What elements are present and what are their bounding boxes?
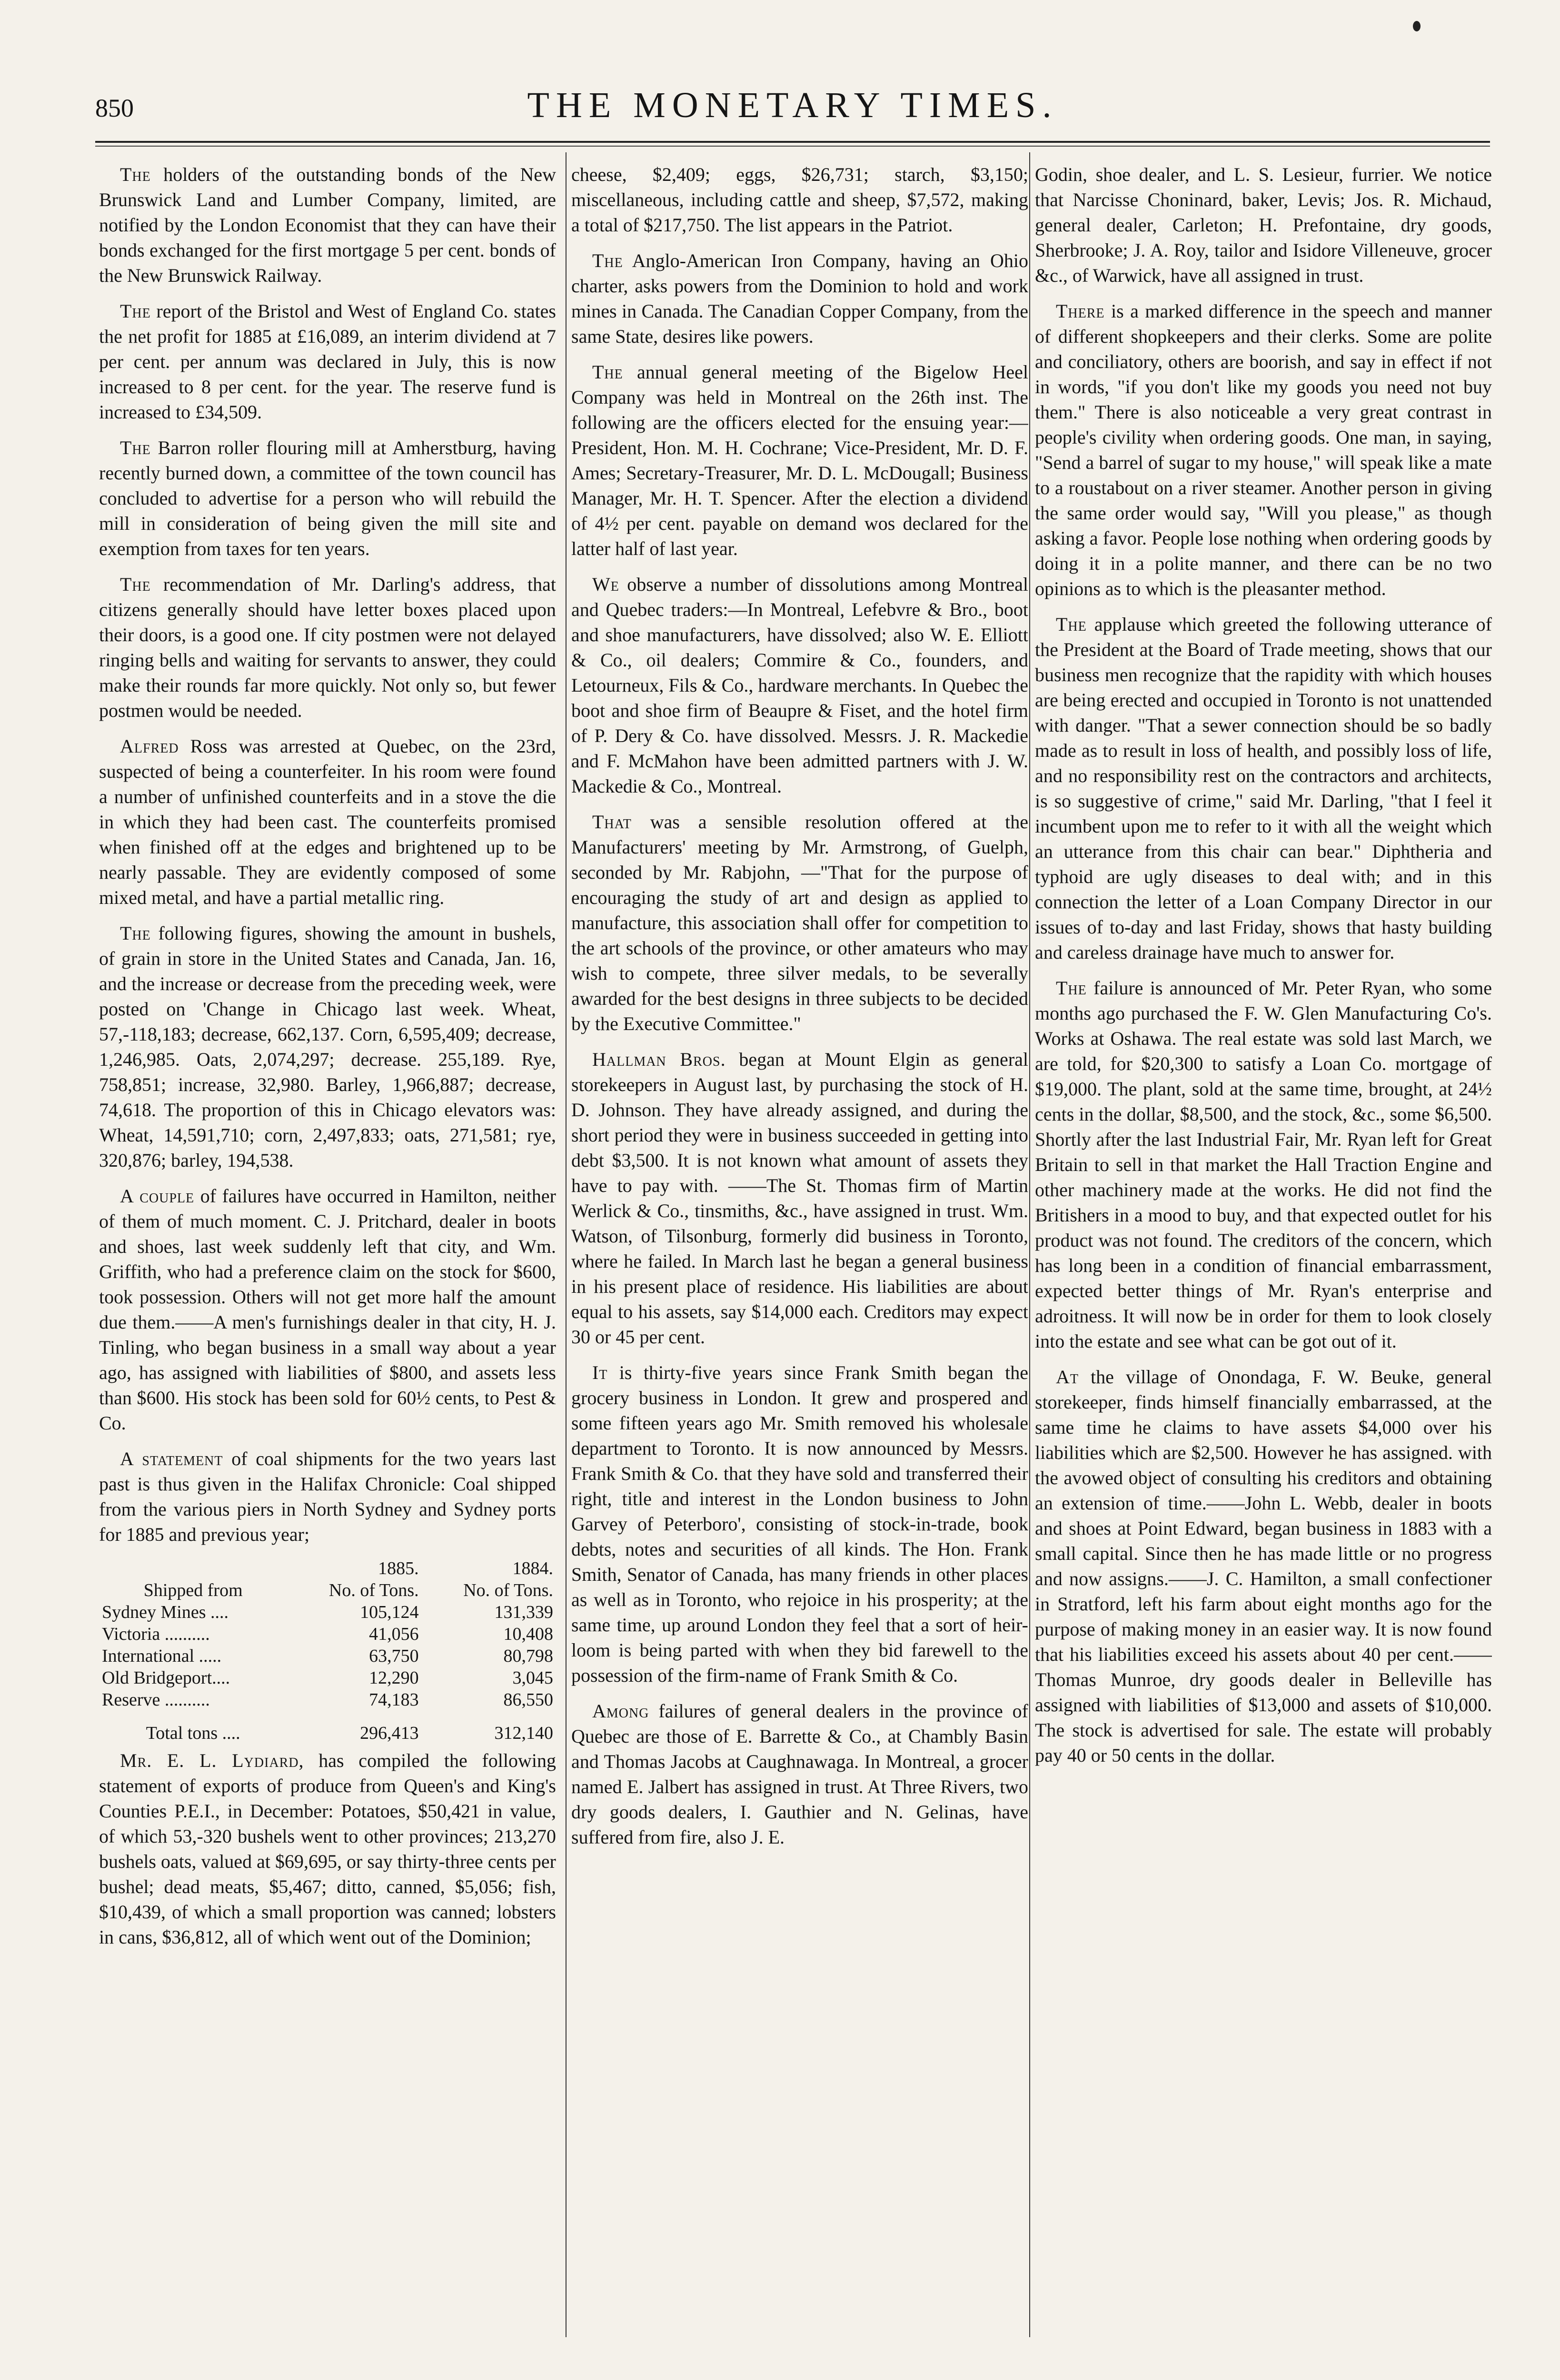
header-rule-thin [95, 146, 1490, 147]
article-paragraph [571, 1698, 1028, 1850]
row-name: Victoria .......... [102, 1624, 210, 1644]
paragraph-text: was a sensible resolution offered at the Manufacturers' meeting by Mr. Armstrong, of Guelph, seconded by Mr. Rabjohn, —"That for the purpose of encouraging the study of art and design as applied to manufacture, this association shall offer for competition to the art schools of the province, or other amateurs who may wish to compete, three silver medals, to be severally awarded for the best designs in three subjects to be decided by the Executive Committee." [571, 811, 1028, 1034]
column-2 [571, 162, 1028, 2332]
article-paragraph [99, 1748, 556, 1950]
total-1884: 312,140 [494, 1723, 553, 1743]
lead-word: It [592, 1362, 608, 1383]
header-rule [95, 141, 1490, 143]
article-paragraph [1035, 975, 1492, 1354]
row-name: Old Bridgeport.... [102, 1668, 230, 1688]
paragraph-text: has compiled the following statement of exports of produce from Queen's and King's Counties P.E.I., in December: Potatoes, $50,421 in value, of which 53,-320 bushels went to other provinces; 213,270 bushels oats, valued at $69,695, or say thirty-three cents per bushel; dead meats, $5,467; ditto, canned, $5,056; fish, $10,439, of which a small proportion was canned; lobsters in cans, $36,812, all of which went out of the Dominion; [99, 1750, 556, 1948]
column-header: No. of Tons. [328, 1580, 419, 1600]
row-value-1884: 10,408 [503, 1624, 553, 1644]
lead-word: The [592, 361, 623, 383]
year-1884-label: 1884. [512, 1558, 553, 1578]
column-header: No. of Tons. [463, 1580, 553, 1600]
article-paragraph [99, 734, 556, 910]
lead-word: The [592, 250, 623, 271]
lead-word: Mr. E. L. Lydiard, [120, 1750, 304, 1771]
lead-word: We [592, 574, 619, 595]
paragraph-text: of coal shipments for the two years last past is thus given in the Halifax Chronicle: Coal shipped from the various piers in North Sydney and Sydney ports for 1885 and previous year; [99, 1448, 556, 1545]
paragraph-text: Barron roller flouring mill at Amherstburg, having recently burned down, a committee of the town council has concluded to advertise for a person who will rebuild the mill in consideration of being given the mill site and exemption from taxes for ten years. [99, 437, 556, 559]
column-header: Shipped from [143, 1580, 243, 1600]
paragraph-text: the village of Onondaga, F. W. Beuke, general storekeeper, finds himself financially embarrassed, at the same time he claims to have assets $4,000 over his liabilities which are $2,500. However he has assigned. with the avowed object of consulting his creditors and obtaining an extension of time.——John L. Webb, dealer in boots and shoes at Point Edward, began business in 1883 with a small capital. Since then he has made little or no progress and now assigns.——J. C. Hamilton, a small confectioner in Stratford, left his farm about eight months ago for the purpose of making money in an easier way. It is now found that his liabilities exceed his assets about 40 per cent.——Thomas Munroe, dry goods dealer in Belleville has assigned with liabilities of $13,000 and assets of $10,000. The stock is advertised for sale. The estate will probably pay 40 or 50 cents in the dollar. [1035, 1366, 1492, 1766]
article-paragraph [571, 359, 1028, 561]
lead-word: The [1056, 614, 1087, 635]
article-paragraph [571, 1360, 1028, 1688]
article-paragraph [1035, 298, 1492, 601]
article-paragraph [99, 1183, 556, 1436]
table-row [99, 1689, 556, 1711]
article-paragraph [99, 298, 556, 425]
page-number: 850 [95, 94, 134, 122]
table-total-row [99, 1711, 556, 1744]
article-paragraph [1035, 612, 1492, 965]
row-value-1885: 74,183 [369, 1690, 419, 1710]
article-paragraph [99, 921, 556, 1173]
row-value-1885: 12,290 [369, 1668, 419, 1688]
table-row [99, 1667, 556, 1689]
paragraph-text: Ross was arrested at Quebec, on the 23rd, suspected of being a counterfeiter. In his room were found a number of unfinished counterfeits and in a stove the die in which they had been cast. The counterfeits promised when finished off at the edges and brightened up to be nearly passable. They are evidently composed of some mixed metal, and have a partial metallic ring. [99, 735, 556, 908]
row-value-1885: 41,056 [369, 1624, 419, 1644]
row-value-1884: 80,798 [503, 1646, 553, 1666]
table-row [99, 1645, 556, 1667]
total-label: Total tons .... [146, 1723, 240, 1743]
paragraph-text: is a marked difference in the speech and manner of different shopkeepers and their clerks. Some are polite and conciliatory, others are boorish, and say in effect if not in words, "if you don't like my goods you need not buy them." There is also noticeable a very great contrast in people's civility when ordering goods. One man, in saying, "Send a barrel of sugar to my house," will speak like a mate to a roustabout on a river steamer. Another person in giving the same order would say, "Will you please," as though asking a favor. People lose nothing when ordering goods by doing it in a polite manner, and there can be no two opinions as to which is the pleasanter method. [1035, 300, 1492, 599]
article-paragraph [571, 572, 1028, 799]
lead-word: The [120, 922, 151, 944]
column-1 [99, 162, 556, 2332]
lead-word: At [1056, 1366, 1079, 1388]
row-value-1884: 131,339 [494, 1602, 553, 1622]
paragraph-text: of failures have occurred in Hamilton, neither of them of much moment. C. J. Pritchard, dealer in boots and shoes, last week suddenly left that city, and Wm. Griffith, who had a preference claim on the stock for $600, took possession. Others will not get more half the amount due them.——A men's furnishings dealer in that city, H. J. Tinling, who began business in a small way about a year ago, has assigned with liabilities of $800, and assets less than $600. His stock has been sold for 60½ cents, to Pest & Co. [99, 1185, 556, 1434]
row-value-1884: 86,550 [503, 1690, 553, 1710]
column-rule-2 [1029, 152, 1030, 2337]
table-row [99, 1601, 556, 1623]
ink-dot [1413, 21, 1421, 31]
paragraph-text: report of the Bristol and West of England Co. states the net profit for 1885 at £16,089, an interim dividend at 7 per cent. per annum was declared in July, this is now increased to 8 per cent. for the year. The reserve fund is increased to £34,509. [99, 300, 556, 423]
paragraph-text: holders of the outstanding bonds of the New Brunswick Land and Lumber Company, limited, are notified by the London Economist that they can have their bonds exchanged for the first mortgage 5 per cent. bonds of the New Brunswick Railway. [99, 164, 556, 286]
lead-word: A couple [120, 1185, 195, 1207]
column-3 [1035, 162, 1492, 2332]
article-paragraph [571, 1047, 1028, 1349]
row-value-1885: 105,124 [360, 1602, 419, 1622]
table-year-row [99, 1557, 556, 1579]
article-paragraph [1035, 1364, 1492, 1768]
year-1885-label: 1885. [378, 1558, 419, 1578]
row-value-1885: 63,750 [369, 1646, 419, 1666]
paragraph-text: observe a number of dissolutions among Montreal and Quebec traders:—In Montreal, Lefebvre & Bro., boot and shoe manufacturers, have dissolved; also W. E. Elliott & Co., oil dealers; Commire & Co., founders, and Letourneux, Fils & Co., hardware merchants. In Quebec the boot and shoe firm of Beaupre & Fiset, and the hotel firm of P. Dery & Co. have dissolved. Messrs. J. R. Mackedie and F. McMahon have been admitted partners with J. W. Mackedie & Co., Montreal. [571, 574, 1028, 797]
masthead-title: THE MONETARY TIMES. [527, 85, 1058, 125]
article-paragraph [1035, 162, 1492, 288]
article-paragraph [99, 435, 556, 561]
lead-word: There [1056, 300, 1105, 322]
paragraph-text: failure is announced of Mr. Peter Ryan, who some months ago purchased the F. W. Glen Manufacturing Co's. Works at Oshawa. The real estate was sold last March, we are told, for $20,300 to satisfy a Loan Co. mortgage of $19,000. The plant, sold at the same time, brought, at 24½ cents in the dollar, $8,500, and the stock, &c., some $6,500. Shortly after the last Industrial Fair, Mr. Ryan left for Great Britain to sell in that market the Hall Traction Engine and other machinery made at the works. He did not find the Britishers in a mood to buy, and that expected outlet for his product was not found. The creditors of the concern, which has long been in a condition of financial embarrassment, expected better things of Mr. Ryan's enterprise and adroitness. It will now be in order for them to look closely into the estate and see what can be got out of it. [1035, 977, 1492, 1352]
lead-word: The [120, 574, 151, 595]
paragraph-text: Godin, shoe dealer, and L. S. Lesieur, furrier. We notice that Narcisse Choninard, baker, Levis; Jos. R. Michaud, general dealer, Carleton; H. Prefontaine, dry goods, Sherbrooke; J. A. Roy, tailor and Isidore Villeneuve, grocer &c., of Warwick, have all assigned in trust. [1035, 164, 1492, 286]
article-paragraph [99, 572, 556, 723]
lead-word: The [1056, 977, 1087, 999]
lead-word: A statement [120, 1448, 223, 1469]
lead-word: Alfred [120, 735, 179, 757]
paragraph-text: cheese, $2,409; eggs, $26,731; starch, $3,150; miscellaneous, including cattle and sheep, $7,572, making a total of $217,750. The list appears in the Patriot. [571, 164, 1028, 236]
lead-word: Among [592, 1700, 649, 1722]
paragraph-text: failures of general dealers in the province of Quebec are those of E. Barrette & Co., at Chambly Basin and Thomas Jacobs at Caughnawaga. In Montreal, a grocer named E. Jalbert has assigned in trust. At Three Rivers, two dry goods dealers, I. Gauthier and N. Gelinas, have suffered from fire, also J. E. [571, 1700, 1028, 1848]
lead-word: That [592, 811, 632, 833]
paragraph-text: annual general meeting of the Bigelow Heel Company was held in Montreal on the 26th inst. The following are the officers elected for the ensuing year:—President, Hon. M. H. Cochrane; Vice-President, Mr. D. F. Ames; Secretary-Treasurer, Mr. D. L. McDougall; Business Manager, Mr. H. T. Spencer. After the election a dividend of 4½ per cent. payable on demand wos declared for the latter half of last year. [571, 361, 1028, 559]
row-name: International ..... [102, 1646, 222, 1666]
paragraph-text: following figures, showing the amount in bushels, of grain in store in the United States and Canada, Jan. 16, and the increase or decrease from the preceding week, were posted on 'Change in Chicago last week. Wheat, 57,-118,183; decrease, 662,137. Corn, 6,595,409; decrease, 1,246,985. Oats, 2,074,297; decrease. 255,189. Rye, 758,851; increase, 32,980. Barley, 1,966,887; decrease, 74,618. The proportion of this in Chicago elevators was: Wheat, 14,591,710; corn, 2,497,833; oats, 271,581; rye, 320,876; barley, 194,538. [99, 922, 556, 1171]
paragraph-text: Anglo-American Iron Company, having an Ohio charter, asks powers from the Dominion to hold and work mines in Canada. The Canadian Copper Company, from the same State, desires like powers. [571, 250, 1028, 347]
row-name: Sydney Mines .... [102, 1602, 229, 1622]
lead-word: Hallman Bros. [592, 1049, 726, 1070]
coal-shipments-table [99, 1557, 556, 1744]
lead-word: The [120, 300, 151, 322]
paragraph-text: is thirty-five years since Frank Smith began the grocery business in London. It grew and prospered and some fifteen years ago Mr. Smith removed his wholesale department to Toronto. It is now announced by Messrs. Frank Smith & Co. that they have sold and transferred their right, title and interest in the London business to John Garvey of Peterboro', consisting of stock-in-trade, book debts, notes and securities of all kinds. The Hon. Frank Smith, Senator of Canada, has many friends in other places as well as in Toronto, who rejoice in his prosperity; at the same time, up around London they feel that a sort of heir-loom is being parted with when they bid farewell to the possession of the firm-name of Frank Smith & Co. [571, 1362, 1028, 1686]
paragraph-text: began at Mount Elgin as general storekeepers in August last, by purchasing the stock of H. D. Johnson. They have already assigned, and during the short period they were in business succeeded in getting into debt $3,500. It is not known what amount of assets they have to pay with. ——The St. Thomas firm of Martin Werlick & Co., tinsmiths, &c., have assigned in trust. Wm. Watson, of Tilsonburg, formerly did business in Toronto, where he failed. In March last he began a general business in his present place of residence. His liabilities are about equal to his assets, say $14,000 each. Creditors may expect 30 or 45 per cent. [571, 1049, 1028, 1348]
row-value-1884: 3,045 [512, 1668, 553, 1688]
article-paragraph [571, 162, 1028, 238]
article-paragraph [99, 162, 556, 288]
paragraph-text: applause which greeted the following utterance of the President at the Board of Trade meeting, shows that our business men recognize that the rapidity with which houses are being erected and occupied in Toronto is not unattended with danger. "That a sewer connection should be so badly made as to result in loss of health, and possibly loss of life, and no responsibility rest on the contractors and architects, is so suggestive of crime," said Mr. Darling, "that I feel it incumbent upon me to refer to it with all the weight which an utterance from this chair can bear." Diphtheria and typhoid are ugly diseases to deal with; and in this connection the letter of a Loan Company Director in our issues of to-day and last Friday, shows that hasty building and careless drainage have much to answer for. [1035, 614, 1492, 963]
table-row [99, 1623, 556, 1645]
paragraph-text: recommendation of Mr. Darling's address, that citizens generally should have letter boxes placed upon their doors, is a good one. If city postmen were not delayed ringing bells and waiting for servants to answer, they could make their rounds far more quickly. Not only so, but fewer postmen would be needed. [99, 574, 556, 721]
table-header-row [99, 1579, 556, 1601]
lead-word: The [120, 164, 151, 185]
article-paragraph [571, 809, 1028, 1036]
article-paragraph [99, 1446, 556, 1547]
total-1885: 296,413 [360, 1723, 419, 1743]
row-name: Reserve .......... [102, 1690, 210, 1710]
article-paragraph [571, 248, 1028, 349]
page-header [95, 85, 1490, 137]
lead-word: The [120, 437, 151, 458]
